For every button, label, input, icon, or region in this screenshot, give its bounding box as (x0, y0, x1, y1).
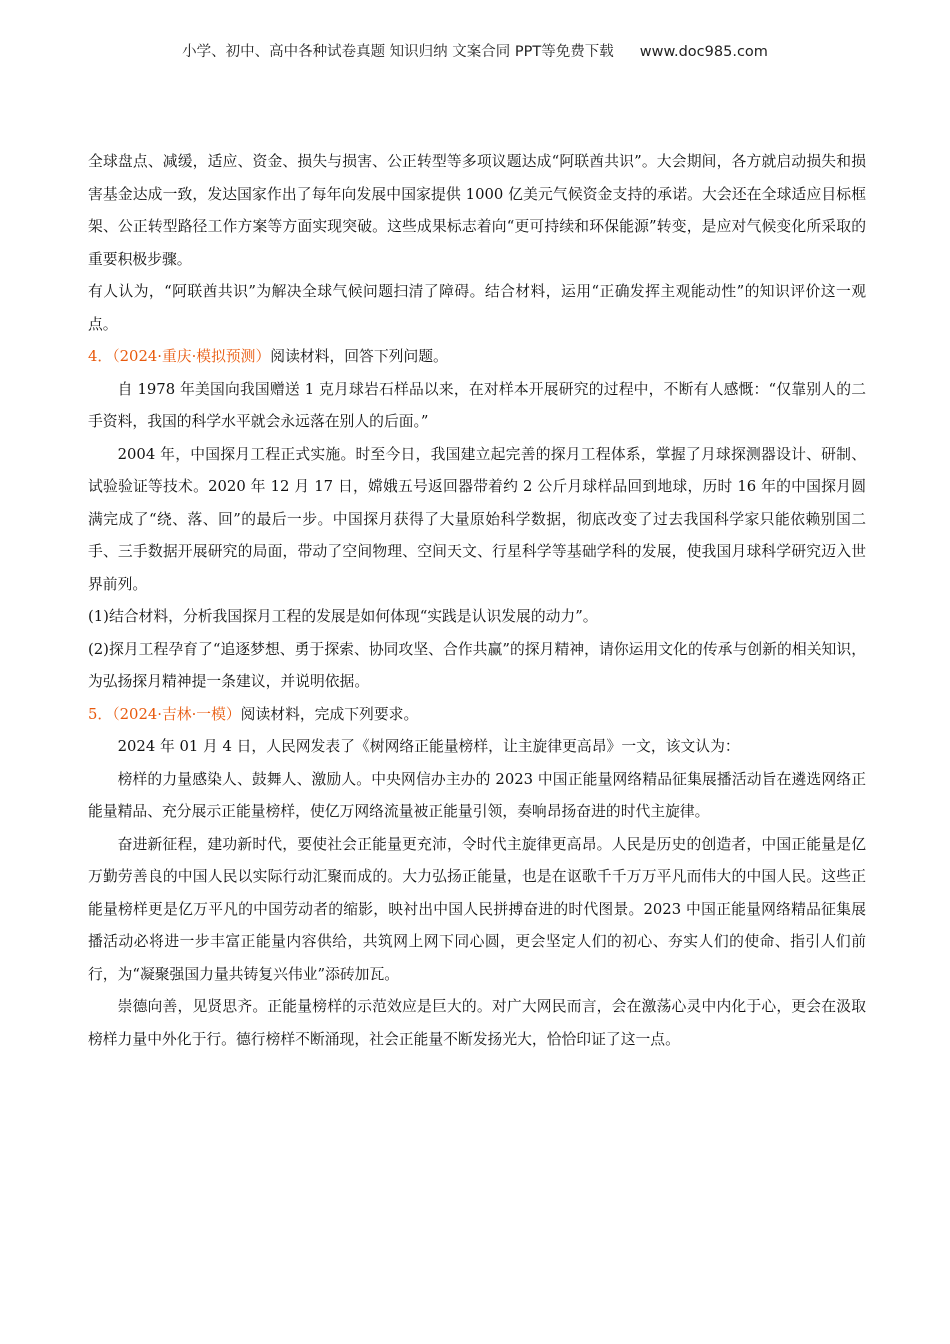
document-body (88, 146, 866, 1056)
q4-instruction: 阅读材料，回答下列问题。 (270, 348, 448, 365)
q5-instruction: 阅读材料，完成下列要求。 (240, 705, 419, 723)
q4-source: （2024·重庆·模拟预测） (112, 348, 271, 365)
q5-para4: 崇德向善，见贤思齐。正能量榜样的示范效应是巨大的。对广大网民而言，会在激荡心灵中内化于心，更会在汲取榜样力量中外化于行。德行榜样不断涌现，社会正能量不断发扬光大，恰恰印证了这一点。 (88, 998, 866, 1048)
q5-para3: 奋进新征程，建功新时代，要使社会正能量更充沛，令时代主旋律更高昂。人民是历史的创造者，中国正能量是亿万勤劳善良的中国人民以实际行动汇聚而成的。大力弘扬正能量，也是在讴歌千千万万平凡而伟大的中国人民。这些正能量榜样更是亿万平凡的中国劳动者的缩影，映衬出中国人民拼搏奋进的时代图景。2023 中国正能量网络精品征集展播活动必将进一步丰富正能量内容供给，共筑网上网下同心圆，更会坚定人们的初心、夯实人们的使命、指引人们前行，为“凝聚强国力量共铸复兴伟业”添砖加瓦。 (88, 835, 866, 983)
header-url[interactable]: www.doc985.com (639, 44, 768, 60)
q4-para2: 2004 年，中国探月工程正式实施。时至今日，我国建立起完善的探月工程体系，掌握了月球探测器设计、研制、试验验证等技术。2020 年 12 月 17 日，嫦娥五号返回器带着约 2 公斤月球样品回到地球，历时 16 年的中国探月圆满完成了“绕、落、回”的最后一步。中国探月获得了大量原始科学数据，彻底改变了过去我国科学家只能依赖别国二手、三手数据开展研究的局面，带动了空间物理、空间天文、行星科学等基础学科的发展，使我国月球科学研究迈入世界前列。 (88, 445, 866, 593)
q4-heading (88, 341, 866, 374)
q3-question: 有人认为，“阿联酋共识”为解决全球气候问题扫清了障碍。结合材料，运用“正确发挥主观能动性”的知识评价这一观点。 (88, 283, 866, 333)
q5-source: （2024·吉林·一模） (112, 705, 241, 723)
header-text: 小学、初中、高中各种试卷真题 知识归纳 文案合同 PPT等免费下载 (182, 44, 614, 60)
q4-sub2: (2)探月工程孕育了“追逐梦想、勇于探索、协同攻坚、合作共赢”的探月精神，请你运用文化的传承与创新的相关知识，为弘扬探月精神提一条建议，并说明依据。 (88, 640, 866, 690)
page-header (0, 40, 950, 61)
q4-number: 4． (88, 348, 113, 365)
q5-heading (88, 699, 866, 732)
q4-para1: 自 1978 年美国向我国赠送 1 克月球岩石样品以来，在对样本开展研究的过程中，不断有人感慨：“仅靠别人的二手资料，我国的科学水平就会永远落在别人的后面。” (88, 380, 866, 430)
q5-para1: 2024 年 01 月 4 日，人民网发表了《树网络正能量榜样，让主旋律更高昂》一文，该文认为： (117, 738, 740, 755)
q4-sub1: (1)结合材料，分析我国探月工程的发展是如何体现“实践是认识发展的动力”。 (88, 608, 598, 625)
q5-number: 5． (88, 705, 113, 723)
q5-para2: 榜样的力量感染人、鼓舞人、激励人。中央网信办主办的 2023 中国正能量网络精品征集展播活动旨在遴选网络正能量精品、充分展示正能量榜样，使亿万网络流量被正能量引领，奏响昂扬奋进的时代主旋律。 (88, 770, 866, 820)
q3-material: 全球盘点、减缓，适应、资金、损失与损害、公正转型等多项议题达成“阿联酋共识”。大会期间，各方就启动损失和损害基金达成一致，发达国家作出了每年向发展中国家提供 1000 亿美元气候资金支持的承诺。大会还在全球适应目标框架、公正转型路径工作方案等方面实现突破。这些成果标志着向“更可持续和环保能源”转变，是应对气候变化所采取的重要积极步骤。 (88, 153, 866, 268)
